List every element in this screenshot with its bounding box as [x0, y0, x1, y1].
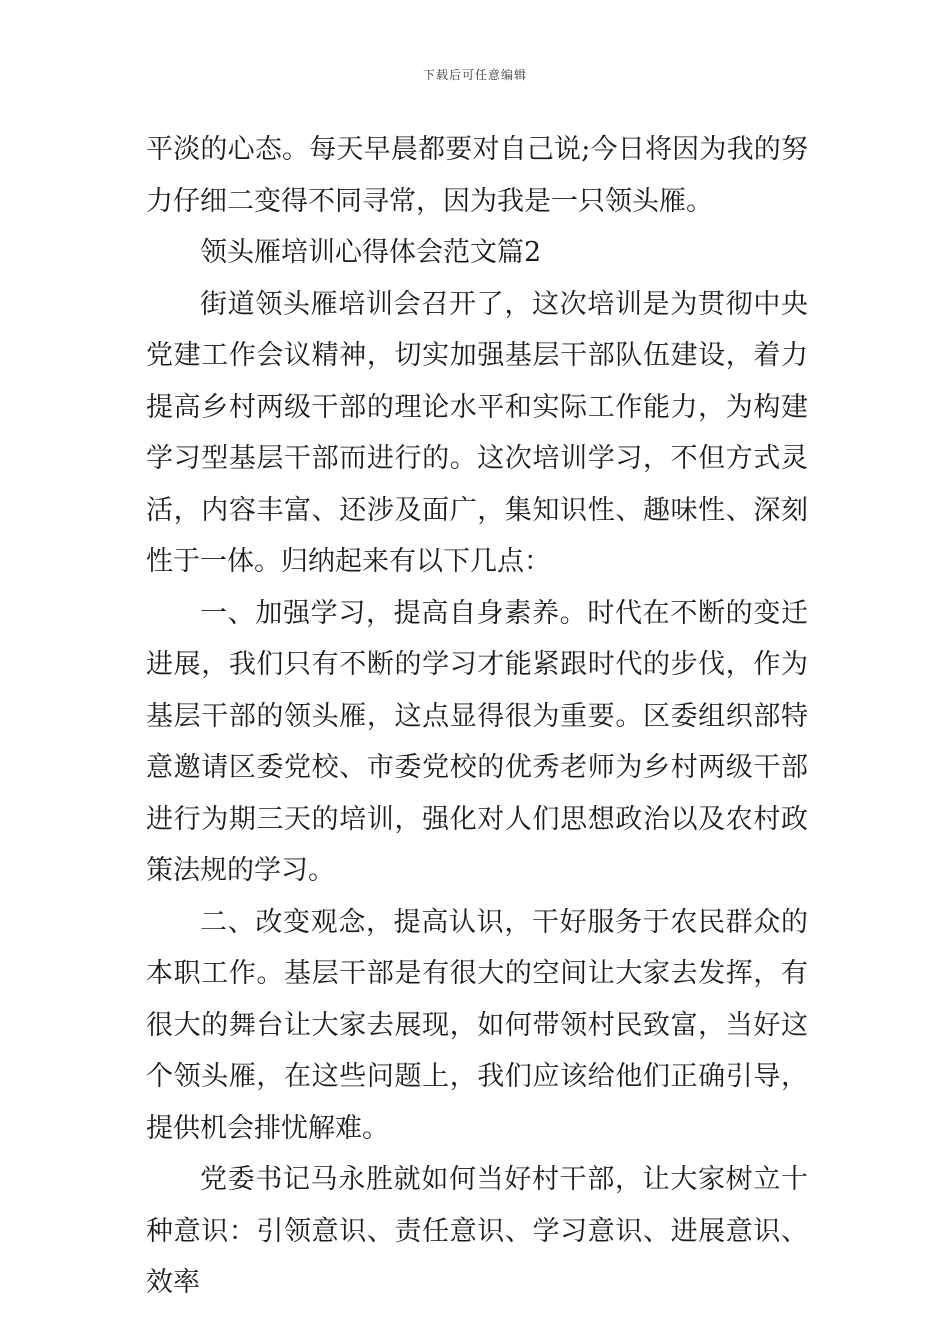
paragraph-point-1: 一、加强学习，提高自身素养。时代在不断的变迁进展，我们只有不断的学习才能紧跟时代的步伐，作为基层干部的领头雁，这点显得很为重要。区委组织部特意邀请区委党校、市委党校的优秀老师为乡村两级干部进行为期三天的培训，强化对人们思想政治以及农村政策法规的学习。 [146, 597, 808, 886]
paragraph-continuation: 平淡的心态。每天早晨都要对自己说;今日将因为我的努力仔细二变得不同寻常，因为我是一只领头雁。 [146, 134, 808, 217]
paragraph-intro: 街道领头雁培训会召开了，这次培训是为贯彻中央党建工作会议精神，切实加强基层干部队伍建设，着力提高乡村两级干部的理论水平和实际工作能力，为构建学习型基层干部而进行的。这次培训学习，不但方式灵活，内容丰富、还涉及面广，集知识性、趣味性、深刻性于一体。归纳起来有以下几点： [146, 288, 808, 577]
section-title: 领头雁培训心得体会范文篇2 [200, 237, 542, 268]
paragraph-point-2: 二、改变观念，提高认识，干好服务于农民群众的本职工作。基层干部是有很大的空间让大家去发挥，有很大的舞台让大家去展现，如何带领村民致富，当好这个领头雁，在这些问题上，我们应该给他们正确引导，提供机会排忧解难。 [146, 906, 808, 1144]
paragraph-secretary: 党委书记马永胜就如何当好村干部，让大家树立十种意识：引领意识、责任意识、学习意识、进展意识、效率 [146, 1164, 808, 1298]
page-header-note: 下载后可任意编辑 [422, 68, 527, 82]
document-body [146, 124, 808, 1309]
